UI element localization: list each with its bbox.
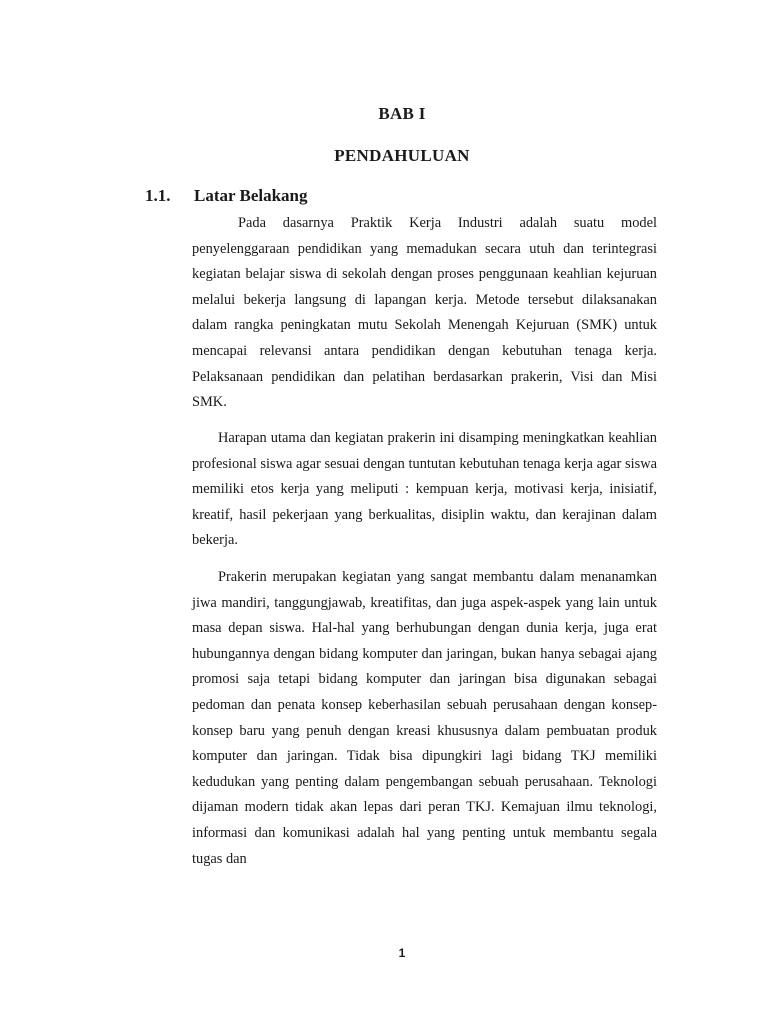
chapter-heading: BAB I — [378, 104, 426, 123]
page-number: 1 — [398, 946, 406, 960]
paragraph-block — [192, 565, 657, 872]
paragraph: Prakerin merupakan kegiatan yang sangat membantu dalam menanamkan jiwa mandiri, tanggungjawab, kreatifitas, dan juga aspek-aspek yang lain untuk masa depan siswa. Hal-hal yang berhubungan dengan dunia kerja, juga erat hubungannya dengan bidang komputer dan jaringan, bukan hanya sebagai ajang promosi saja tetapi bidang komputer dan jaringan bisa digunakan sebagai pedoman dan penata konsep keberhasilan sebuah perusahaan dengan konsep-konsep baru yang penuh dengan kreasi khususnya dalam pembuatan produk komputer dan jaringan. Tidak bisa dipungkiri lagi bidang TKJ memiliki kedudukan yang penting dalam pengembangan sebuah perusahaan. Teknologi dijaman modern tidak akan lepas dari peran TKJ. Kemajuan ilmu teknologi, informasi dan komunikasi adalah hal yang penting untuk membantu segala tugas dan — [192, 569, 657, 867]
section-heading — [145, 186, 308, 206]
section-title: Latar Belakang — [194, 186, 308, 205]
chapter-title: PENDAHULUAN — [334, 146, 470, 165]
section-number: 1.1. — [145, 186, 171, 205]
paragraph-block — [192, 426, 657, 554]
paragraph: Pada dasarnya Praktik Kerja Industri adalah suatu model penyelenggaraan pendidikan yang memadukan secara utuh dan terintegrasi kegiatan belajar siswa di sekolah dengan proses penggunaan keahlian kejuruan melalui bekerja langsung di lapangan kerja. Metode tersebut dilaksanakan dalam rangka peningkatan mutu Sekolah Menengah Kejuruan (SMK) untuk mencapai relevansi antara pendidikan dengan kebutuhan tenaga kerja. Pelaksanaan pendidikan dan pelatihan berdasarkan prakerin, Visi dan Misi SMK. — [192, 215, 657, 411]
paragraph: Harapan utama dan kegiatan prakerin ini disamping meningkatkan keahlian profesional siswa agar sesuai dengan tuntutan kebutuhan tenaga kerja agar siswa memiliki etos kerja yang meliputi : kempuan kerja, motivasi kerja, inisiatif, kreatif, hasil pekerjaan yang berkualitas, disiplin waktu, dan kerajinan dalam bekerja. — [192, 430, 657, 549]
paragraph-block — [192, 211, 657, 416]
